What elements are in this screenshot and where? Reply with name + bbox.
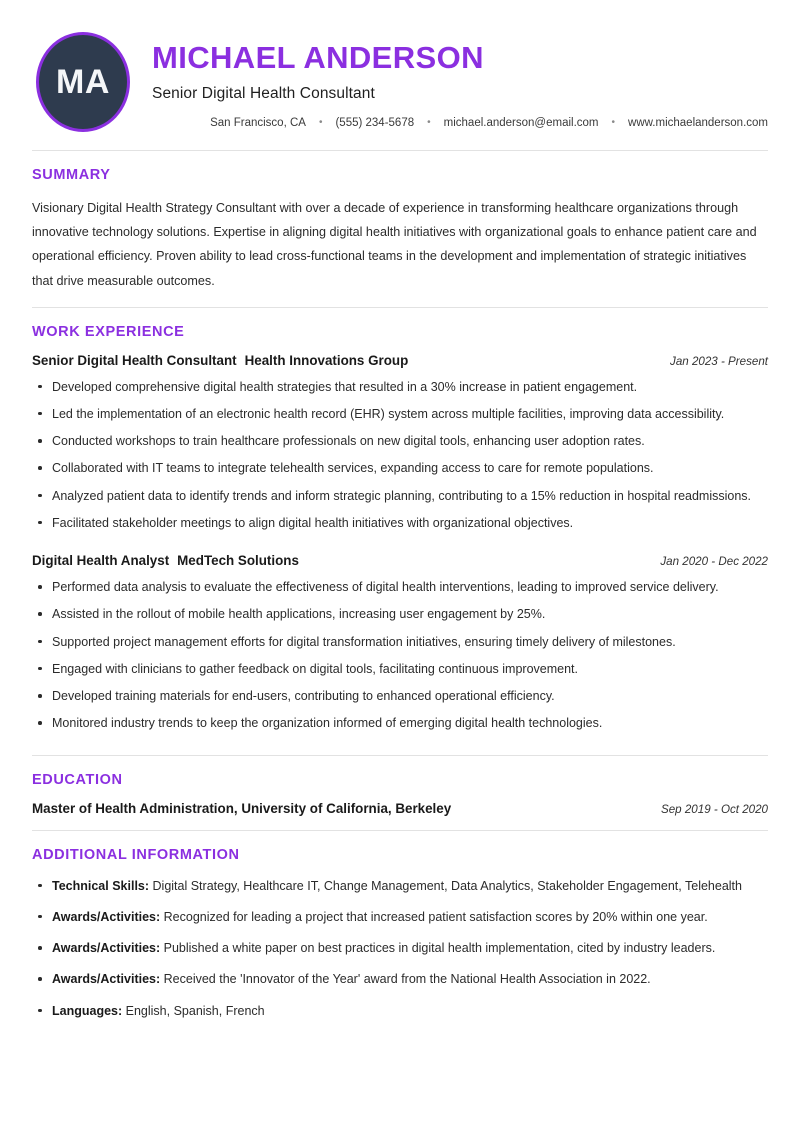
job-title: Senior Digital Health Consultant [152,84,375,102]
section-title-education: EDUCATION [32,771,123,788]
experience-bullet: Developed comprehensive digital health strategies that resulted in a 30% increase in patient engagement. [32,377,768,397]
contact-separator-dot: • [611,116,616,128]
additional-information-item [32,969,768,989]
experience-bullet: Performed data analysis to evaluate the effectiveness of digital health interventions, leading to improved service delivery. [32,577,768,597]
experience-bullet: Facilitated stakeholder meetings to align digital health initiatives with organizational objectives. [32,513,768,533]
additional-information-value: Published a white paper on best practices in digital health implementation, cited by industry leaders. [163,941,716,956]
experience-dates: Jan 2023 - Present [670,354,768,368]
additional-information-value: Received the 'Innovator of the Year' award from the National Health Association in 2022. [163,972,651,987]
experience-dates: Jan 2020 - Dec 2022 [660,555,768,569]
experience-bullet: Conducted workshops to train healthcare professionals on new digital tools, enhancing user adoption rates. [32,431,768,451]
section-title-work-experience: WORK EXPERIENCE [32,323,185,340]
experience-bullet: Engaged with clinicians to gather feedback on digital tools, facilitating continuous improvement. [32,659,768,679]
additional-information-value: Digital Strategy, Healthcare IT, Change Management, Data Analytics, Stakeholder Engagement, Telehealth [152,878,742,893]
section-title-summary: SUMMARY [32,167,111,183]
summary-text: Visionary Digital Health Strategy Consultant with over a decade of experience in transforming healthcare organizations through innovative technology solutions. Expertise in aligning digital health initiatives with organizational goals to enhance patient care and operational efficiency. Proven ability to lead cross-functional teams in the development and implementation of strategic initiatives that drive measurable outcomes. [32,201,757,288]
additional-information-label: Awards/Activities: [52,941,161,956]
experience-bullet-list [32,577,768,734]
resume-header [32,28,768,150]
experience-bullet: Led the implementation of an electronic health record (EHR) system across multiple facilities, improving data accessibility. [32,404,768,424]
education-degree: Master of Health Administration, University of California, Berkeley [32,800,452,816]
contact-separator-dot: • [427,116,431,128]
contact-email[interactable]: michael.anderson@email.com [443,116,599,129]
section-additional-information [32,831,768,1046]
education-dates: Sep 2019 - Oct 2020 [661,802,768,816]
additional-information-value: Recognized for leading a project that increased patient satisfaction scores by 20% within one year. [163,909,708,924]
experience-entry-header [32,353,768,368]
experience-bullet: Analyzed patient data to identify trends and inform strategic planning, contributing to a 15% reduction in hospital readmissions. [32,486,768,506]
experience-bullet-list [32,377,768,534]
education-entry [32,801,768,816]
additional-information-label: Awards/Activities: [52,909,161,924]
contact-phone: (555) 234-5678 [335,116,415,129]
additional-information-value: English, Spanish, French [125,1003,265,1018]
section-title-additional-information: ADDITIONAL INFORMATION [32,846,240,863]
header-text-block [152,32,768,129]
experience-company: MedTech Solutions [177,553,299,569]
additional-information-item [32,907,768,927]
experience-list [32,353,768,734]
experience-bullet: Assisted in the rollout of mobile health applications, increasing user engagement by 25%. [32,604,768,624]
page-title: MICHAEL ANDERSON [152,40,484,75]
experience-heading [32,353,408,368]
experience-bullet: Supported project management efforts for digital transformation initiatives, ensuring timely delivery of milestones. [32,632,768,652]
additional-information-label: Technical Skills: [52,878,150,893]
experience-bullet: Monitored industry trends to keep the organization informed of emerging digital health technologies. [32,713,768,733]
avatar-initials: MA [56,62,110,101]
experience-company: Health Innovations Group [244,352,409,368]
experience-entry [32,353,768,534]
section-education [32,756,768,830]
avatar [36,32,130,132]
experience-bullet: Collaborated with IT teams to integrate telehealth services, expanding access to care for remote populations. [32,458,768,478]
additional-information-item [32,876,768,896]
experience-role: Digital Health Analyst [32,553,170,569]
education-list [32,801,768,816]
contact-location: San Francisco, CA [210,116,306,129]
experience-heading [32,553,299,568]
additional-information-label: Awards/Activities: [52,972,161,987]
experience-entry [32,553,768,734]
section-summary [32,151,768,307]
section-work-experience [32,308,768,755]
contact-website[interactable]: www.michaelanderson.com [628,116,768,129]
additional-information-list [32,876,768,1021]
additional-information-item [32,1001,768,1021]
additional-information-label: Languages: [52,1003,123,1018]
contact-line [152,117,768,129]
experience-bullet: Developed training materials for end-users, contributing to enhanced operational efficiency. [32,686,768,706]
additional-information-item [32,938,768,958]
experience-entry-header [32,553,768,568]
experience-role: Senior Digital Health Consultant [32,352,237,368]
contact-separator-dot: • [318,116,323,128]
